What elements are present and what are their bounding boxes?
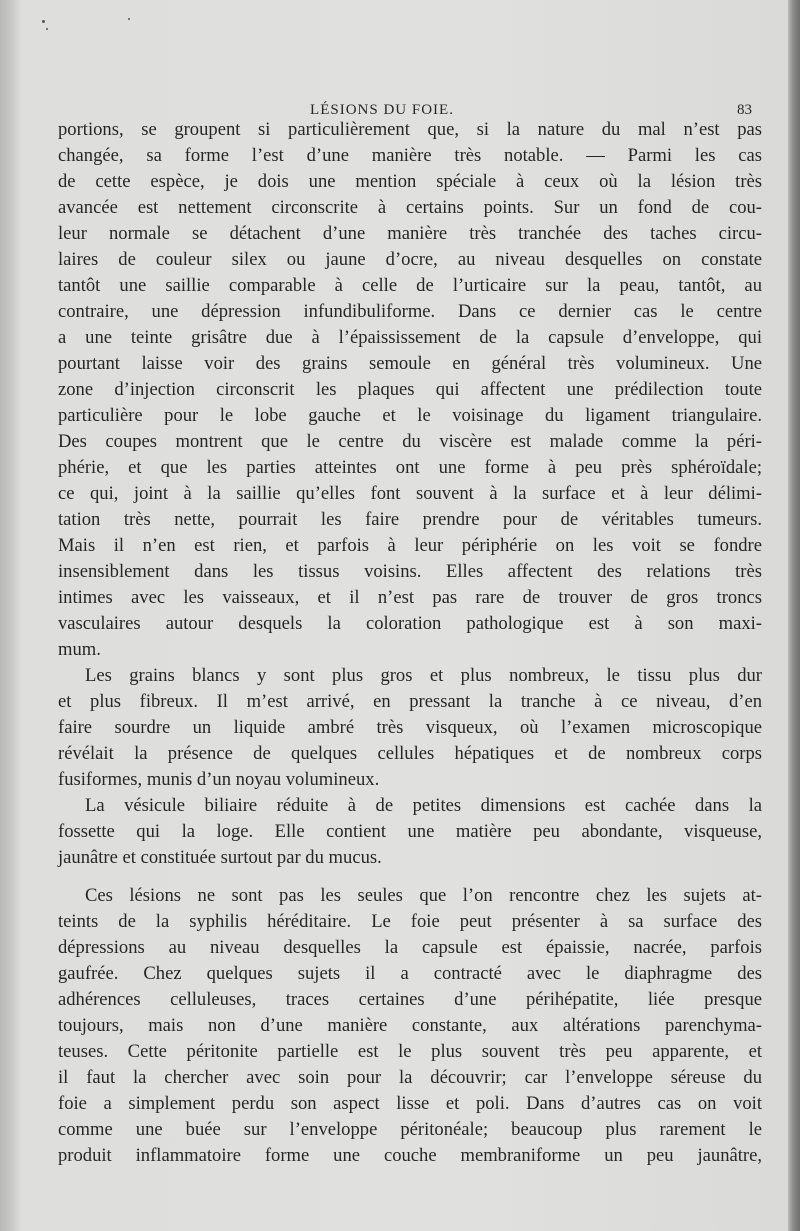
text-line: de cette espèce, je dois une mention spéciale à ceux où la lésion très — [58, 171, 762, 192]
text-line: révélait la présence de quelques cellules hépatiques et de nombreux corps — [58, 743, 762, 764]
text-line: contraire, une dépression infundibuliforme. Dans ce dernier cas le centre — [58, 301, 762, 322]
text-line: jaunâtre et constituée surtout par du mucus. — [58, 847, 382, 868]
text-line: Mais il n’en est rien, et parfois à leur périphérie on les voit se fondre — [58, 535, 762, 556]
text-line: comme une buée sur l’enveloppe péritonéale; beaucoup plus rarement le — [58, 1119, 762, 1140]
text-line: faire sourdre un liquide ambré très visqueux, où l’examen microscopique — [58, 717, 762, 738]
text-line: Des coupes montrent que le centre du viscère est malade comme la péri- — [58, 431, 762, 452]
text-line: La vésicule biliaire réduite à de petites dimensions est cachée dans la — [85, 795, 762, 816]
text-line: leur normale se détachent d’une manière très tranchée des taches circu- — [58, 223, 762, 244]
ink-speck — [128, 18, 130, 20]
text-line: zone d’injection circonscrit les plaques qui affectent une prédilection toute — [58, 379, 762, 400]
running-head-title: LÉSIONS DU FOIE. — [310, 102, 454, 118]
text-line: intimes avec les vaisseaux, et il n’est pas rare de trouver de gros troncs — [58, 587, 762, 608]
text-line: pourtant laisse voir des grains semoule en général très volumineux. Une — [58, 353, 762, 374]
page-number: 83 — [737, 102, 752, 118]
text-line: produit inflammatoire forme une couche membraniforme un peu jaunâtre, — [58, 1145, 762, 1166]
text-line: laires de couleur silex ou jaune d’ocre, au niveau desquelles on constate — [58, 249, 762, 270]
body-text — [0, 117, 788, 1166]
text-line: tation très nette, pourrait les faire prendre pour de véritables tumeurs. — [58, 509, 762, 530]
text-line: phérie, et que les parties atteintes ont une forme à peu près sphéroïdale; — [58, 457, 762, 478]
text-line: il faut la chercher avec soin pour la découvrir; car l’enveloppe séreuse du — [58, 1067, 762, 1088]
text-line: insensiblement dans les tissus voisins. Elles affectent des relations très — [58, 561, 762, 582]
text-line: teints de la syphilis héréditaire. Le foie peut présenter à sa surface des — [58, 911, 762, 932]
text-line: fusiformes, munis d’un noyau volumineux. — [58, 769, 380, 790]
text-line: changée, sa forme l’est d’une manière très notable. — Parmi les cas — [58, 145, 762, 166]
text-line: foie a simplement perdu son aspect lisse et poli. Dans d’autres cas on voit — [58, 1093, 762, 1114]
book-binding-edge — [788, 0, 800, 1231]
ink-speck — [46, 28, 48, 30]
text-line: toujours, mais non d’une manière constante, aux altérations parenchyma- — [58, 1015, 762, 1036]
text-line: et plus fibreux. Il m’est arrivé, en pressant la tranche à ce niveau, d’en — [58, 691, 762, 712]
text-line: gaufrée. Chez quelques sujets il a contracté avec le diaphragme des — [58, 963, 762, 984]
text-line: tantôt une saillie comparable à celle de l’urticaire sur la peau, tantôt, au — [58, 275, 762, 296]
text-line: vasculaires autour desquels la coloration pathologique est à son maxi- — [58, 613, 762, 634]
text-line: a une teinte grisâtre due à l’épaississement de la capsule d’enveloppe, qui — [58, 327, 762, 348]
text-line: ce qui, joint à la saillie qu’elles font souvent à la surface et à leur délimi- — [58, 483, 762, 504]
text-line: portions, se groupent si particulièrement que, si la nature du mal n’est pas — [58, 119, 762, 140]
text-line: fossette qui la loge. Elle contient une matière peu abondante, visqueuse, — [58, 821, 762, 842]
text-line: mum. — [58, 639, 101, 660]
text-line: Les grains blancs y sont plus gros et plus nombreux, le tissu plus dur — [85, 665, 762, 686]
ink-speck — [42, 20, 45, 23]
text-line: adhérences celluleuses, traces certaines d’une périhépatite, liée presque — [58, 989, 762, 1010]
text-line: particulière pour le lobe gauche et le voisinage du ligament triangulaire. — [58, 405, 762, 426]
text-line: dépressions au niveau desquelles la capsule est épaissie, nacrée, parfois — [58, 937, 762, 958]
text-line: Ces lésions ne sont pas les seules que l’on rencontre chez les sujets at- — [85, 885, 762, 906]
text-line: avancée est nettement circonscrite à certains points. Sur un fond de cou- — [58, 197, 762, 218]
text-line: teuses. Cette péritonite partielle est le plus souvent très peu apparente, et — [58, 1041, 762, 1062]
